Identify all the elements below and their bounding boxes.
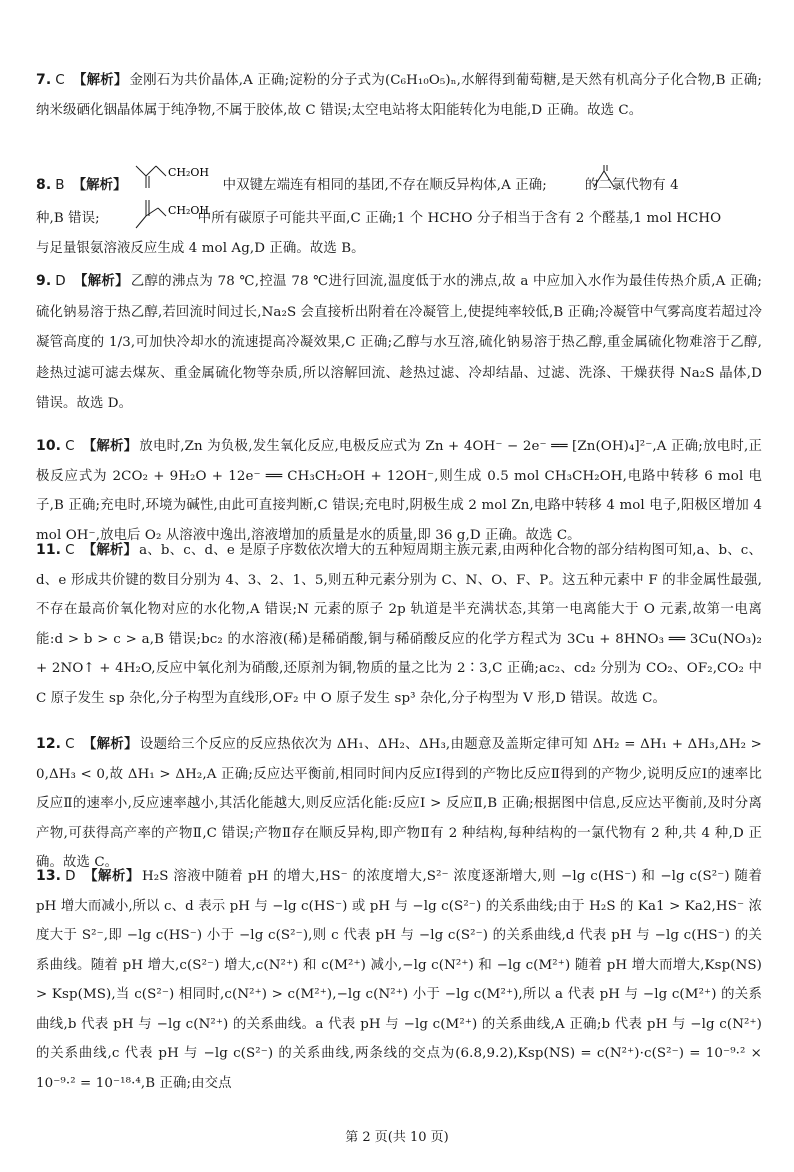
question-11 [36, 536, 762, 713]
answer-letter: B [55, 177, 65, 193]
analysis-tag: 【解析】 [82, 543, 138, 558]
question-number: 7. [36, 72, 52, 88]
methylene-alcohol-structure-icon [128, 198, 228, 234]
explanation-text: H₂S 溶液中随着 pH 的增大,HS⁻ 的浓度增大,S²⁻ 浓度逐渐增大,则 −lg c(HS⁻) 和 −lg c(S²⁻) 随着 pH 增大而减小,所以 c、d 表示 pH 与 −lg c(HS⁻) 或 pH 与 −lg c(S²⁻) 的关系曲线;由于 H₂S 的 Ka1 > Ka2,HS⁻ 浓度大于 S²⁻,即 −lg c(HS⁻) 小于 −lg c(S²⁻),则 c 代表 pH 与 −lg c(S²⁻) 的关系曲线,d 代表 pH 与 −lg c(HS⁻) 的关系曲线。随着 pH 增大,c(S²⁻) 增大,c(N²⁺) 和 c(M²⁺) 减小,−lg c(N²⁺) 和 −lg c(M²⁺) 随着 pH 增大而增大,Ksp(NS) > Ksp(MS),当 c(S²⁻) 相同时,c(N²⁺) > c(M²⁺),−lg c(N²⁺) 小于 −lg c(M²⁺),所以 a 代表 pH 与 −lg c(M²⁺) 的关系曲线,b 代表 pH 与 −lg c(N²⁺) 的关系曲线。a 代表 pH 与 −lg c(M²⁺) 的关系曲线,A 正确;b 代表 pH 与 −lg c(N²⁺) 的关系曲线,c 代表 pH 与 −lg c(S²⁻) 的关系曲线,两条线的交点为(6.8,9.2),Ksp(NS) = c(N²⁺)·c(S²⁻) = 10⁻⁹·² × 10⁻⁹·² = 10⁻¹⁸·⁴,B 正确;由交点 [36, 869, 762, 1091]
question-number: 9. [36, 273, 52, 289]
analysis-tag: 【解析】 [83, 869, 140, 884]
explanation-text: a、b、c、d、e 是原子序数依次增大的五种短周期主族元素,由两种化合物的部分结构图可知,a、b、c、d、e 形成共价键的数目分别为 4、3、2、1、5,则五种元素分别为 C、N、O、F、P。这五种元素中 F 的非金属性最强,不存在最高价氧化物对应的水化物,A 错误;N 元素的原子 2p 轨道是半充满状态,其第一电离能大于 O 元素,故第一电离能:d > b > c > a,B 错误;bc₂ 的水溶液(稀)是稀硝酸,铜与稀硝酸反应的化学方程式为 3Cu + 8HNO₃ ══ 3Cu(NO₃)₂ + 2NO↑ + 4H₂O,反应中氧化剂为硝酸,还原剂为铜,物质的量之比为 2∶3,C 正确;ac₂、cd₂ 分别为 CO₂、OF₂,CO₂ 中 C 原子发生 sp 杂化,分子构型为直线形,OF₂ 中 O 原子发生 sp³ 杂化,分子构型为 V 形,D 错误。故选 C。 [36, 543, 762, 706]
explanation-text: 中所有碳原子可能共平面,C 正确;1 个 HCHO 分子相当于含有 2 个醛基,1 mol HCHO [197, 211, 722, 226]
answer-letter: C [65, 438, 75, 454]
answer-letter: C [65, 542, 75, 558]
question-12 [36, 730, 762, 878]
analysis-tag: 【解析】 [72, 178, 127, 193]
explanation-text: 放电时,Zn 为负极,发生氧化反应,电极反应式为 Zn + 4OH⁻ − 2e⁻ ══ [Zn(OH)₄]²⁻,A 正确;放电时,正极反应式为 2CO₂ + 9H₂O + 12e⁻ ══ CH₃CH₂OH + 12OH⁻,则生成 0.5 mol CH₃CH₂OH,电路中转移 6 mol 电子,B 正确;充电时,环境为碱性,由此可直接判断,C 错误;充电时,阴极生成 2 mol Zn,电路中转移 4 mol 电子,阳极区增加 4 mol OH⁻,放电后 O₂ 从溶液中逸出,溶液增加的质量是水的质量,即 36 g,D 正确。故选 C。 [36, 439, 762, 543]
explanation-text: 与足量银氨溶液反应生成 4 mol Ag,D 正确。故选 B。 [36, 241, 365, 256]
explanation-text: 中双键左端连有相同的基团,不存在顺反异构体,A 正确; [222, 178, 547, 193]
question-7 [36, 66, 762, 125]
question-number: 12. [36, 736, 62, 752]
answer-letter: C [65, 736, 75, 752]
analysis-tag: 【解析】 [72, 73, 128, 88]
question-13 [36, 862, 762, 1098]
question-9 [36, 266, 762, 420]
question-number: 10. [36, 438, 62, 454]
page-footer: 第 2 页(共 10 页) [345, 1130, 449, 1145]
explanation-text: 种,B 错误; [36, 211, 100, 226]
answer-letter: C [55, 72, 65, 88]
structure-label: CH₂OH [168, 166, 210, 179]
answer-letter: D [65, 868, 76, 884]
answer-letter: D [55, 273, 66, 289]
alkene-alcohol-structure-icon [128, 162, 228, 192]
question-number: 8. [36, 177, 52, 193]
analysis-tag: 【解析】 [82, 737, 138, 752]
structure-label: CH₂OH [168, 204, 210, 217]
explanation-text: 金刚石为共价晶体,A 正确;淀粉的分子式为(C₆H₁₀O₅)ₙ,水解得到葡萄糖,是天然有机高分子化合物,B 正确;纳米级硒化铟晶体属于纯净物,不属于胶体,故 C 错误;太空电站将太阳能转化为电能,D 正确。故选 C。 [36, 73, 762, 118]
explanation-text: 乙醇的沸点为 78 ℃,控温 78 ℃进行回流,温度低于水的沸点,故 a 中应加入水作为最佳传热介质,A 正确;硫化钠易溶于热乙醇,若回流时间过长,Na₂S 会直接析出附着在冷凝管上,使提纯率较低,B 正确;冷凝管中气雾高度若超过冷凝管高度的 1/3,可加快冷却水的流速提高冷凝效果,C 正确;乙醇与水互溶,硫化钠易溶于热乙醇,重金属硫化物难溶于乙醇,趁热过滤可滤去煤灰、重金属硫化物等杂质,所以溶解回流、趁热过滤、冷却结晶、过滤、洗涤、干燥获得 Na₂S 晶体,D 错误。故选 D。 [36, 274, 762, 411]
explanation-text: 设题给三个反应的反应热依次为 ΔH₁、ΔH₂、ΔH₃,由题意及盖斯定律可知 ΔH₂ = ΔH₁ + ΔH₃,ΔH₂ > 0,ΔH₃ < 0,故 ΔH₁ > ΔH₂,A 正确;反应达平衡前,相同时间内反应Ⅰ得到的产物比反应Ⅱ得到的产物少,说明反应Ⅰ的速率比反应Ⅱ的速率小,反应速率越小,其活化能越大,则反应活化能:反应Ⅰ > 反应Ⅱ,B 正确;根据图中信息,反应达平衡前,及时分离产物,可获得高产率的产物Ⅱ,C 错误;产物Ⅱ存在顺反异构,即产物Ⅱ有 2 种结构,每种结构的一氯代物有 2 种,共 4 种,D 正确。故选 C。 [36, 737, 762, 870]
question-10 [36, 432, 762, 550]
explanation-text: 的二氯代物有 4 [584, 178, 679, 193]
isobutylene-structure-icon [588, 163, 628, 193]
analysis-tag: 【解析】 [73, 274, 129, 289]
question-number: 13. [36, 868, 62, 884]
question-number: 11. [36, 542, 62, 558]
analysis-tag: 【解析】 [82, 439, 138, 454]
